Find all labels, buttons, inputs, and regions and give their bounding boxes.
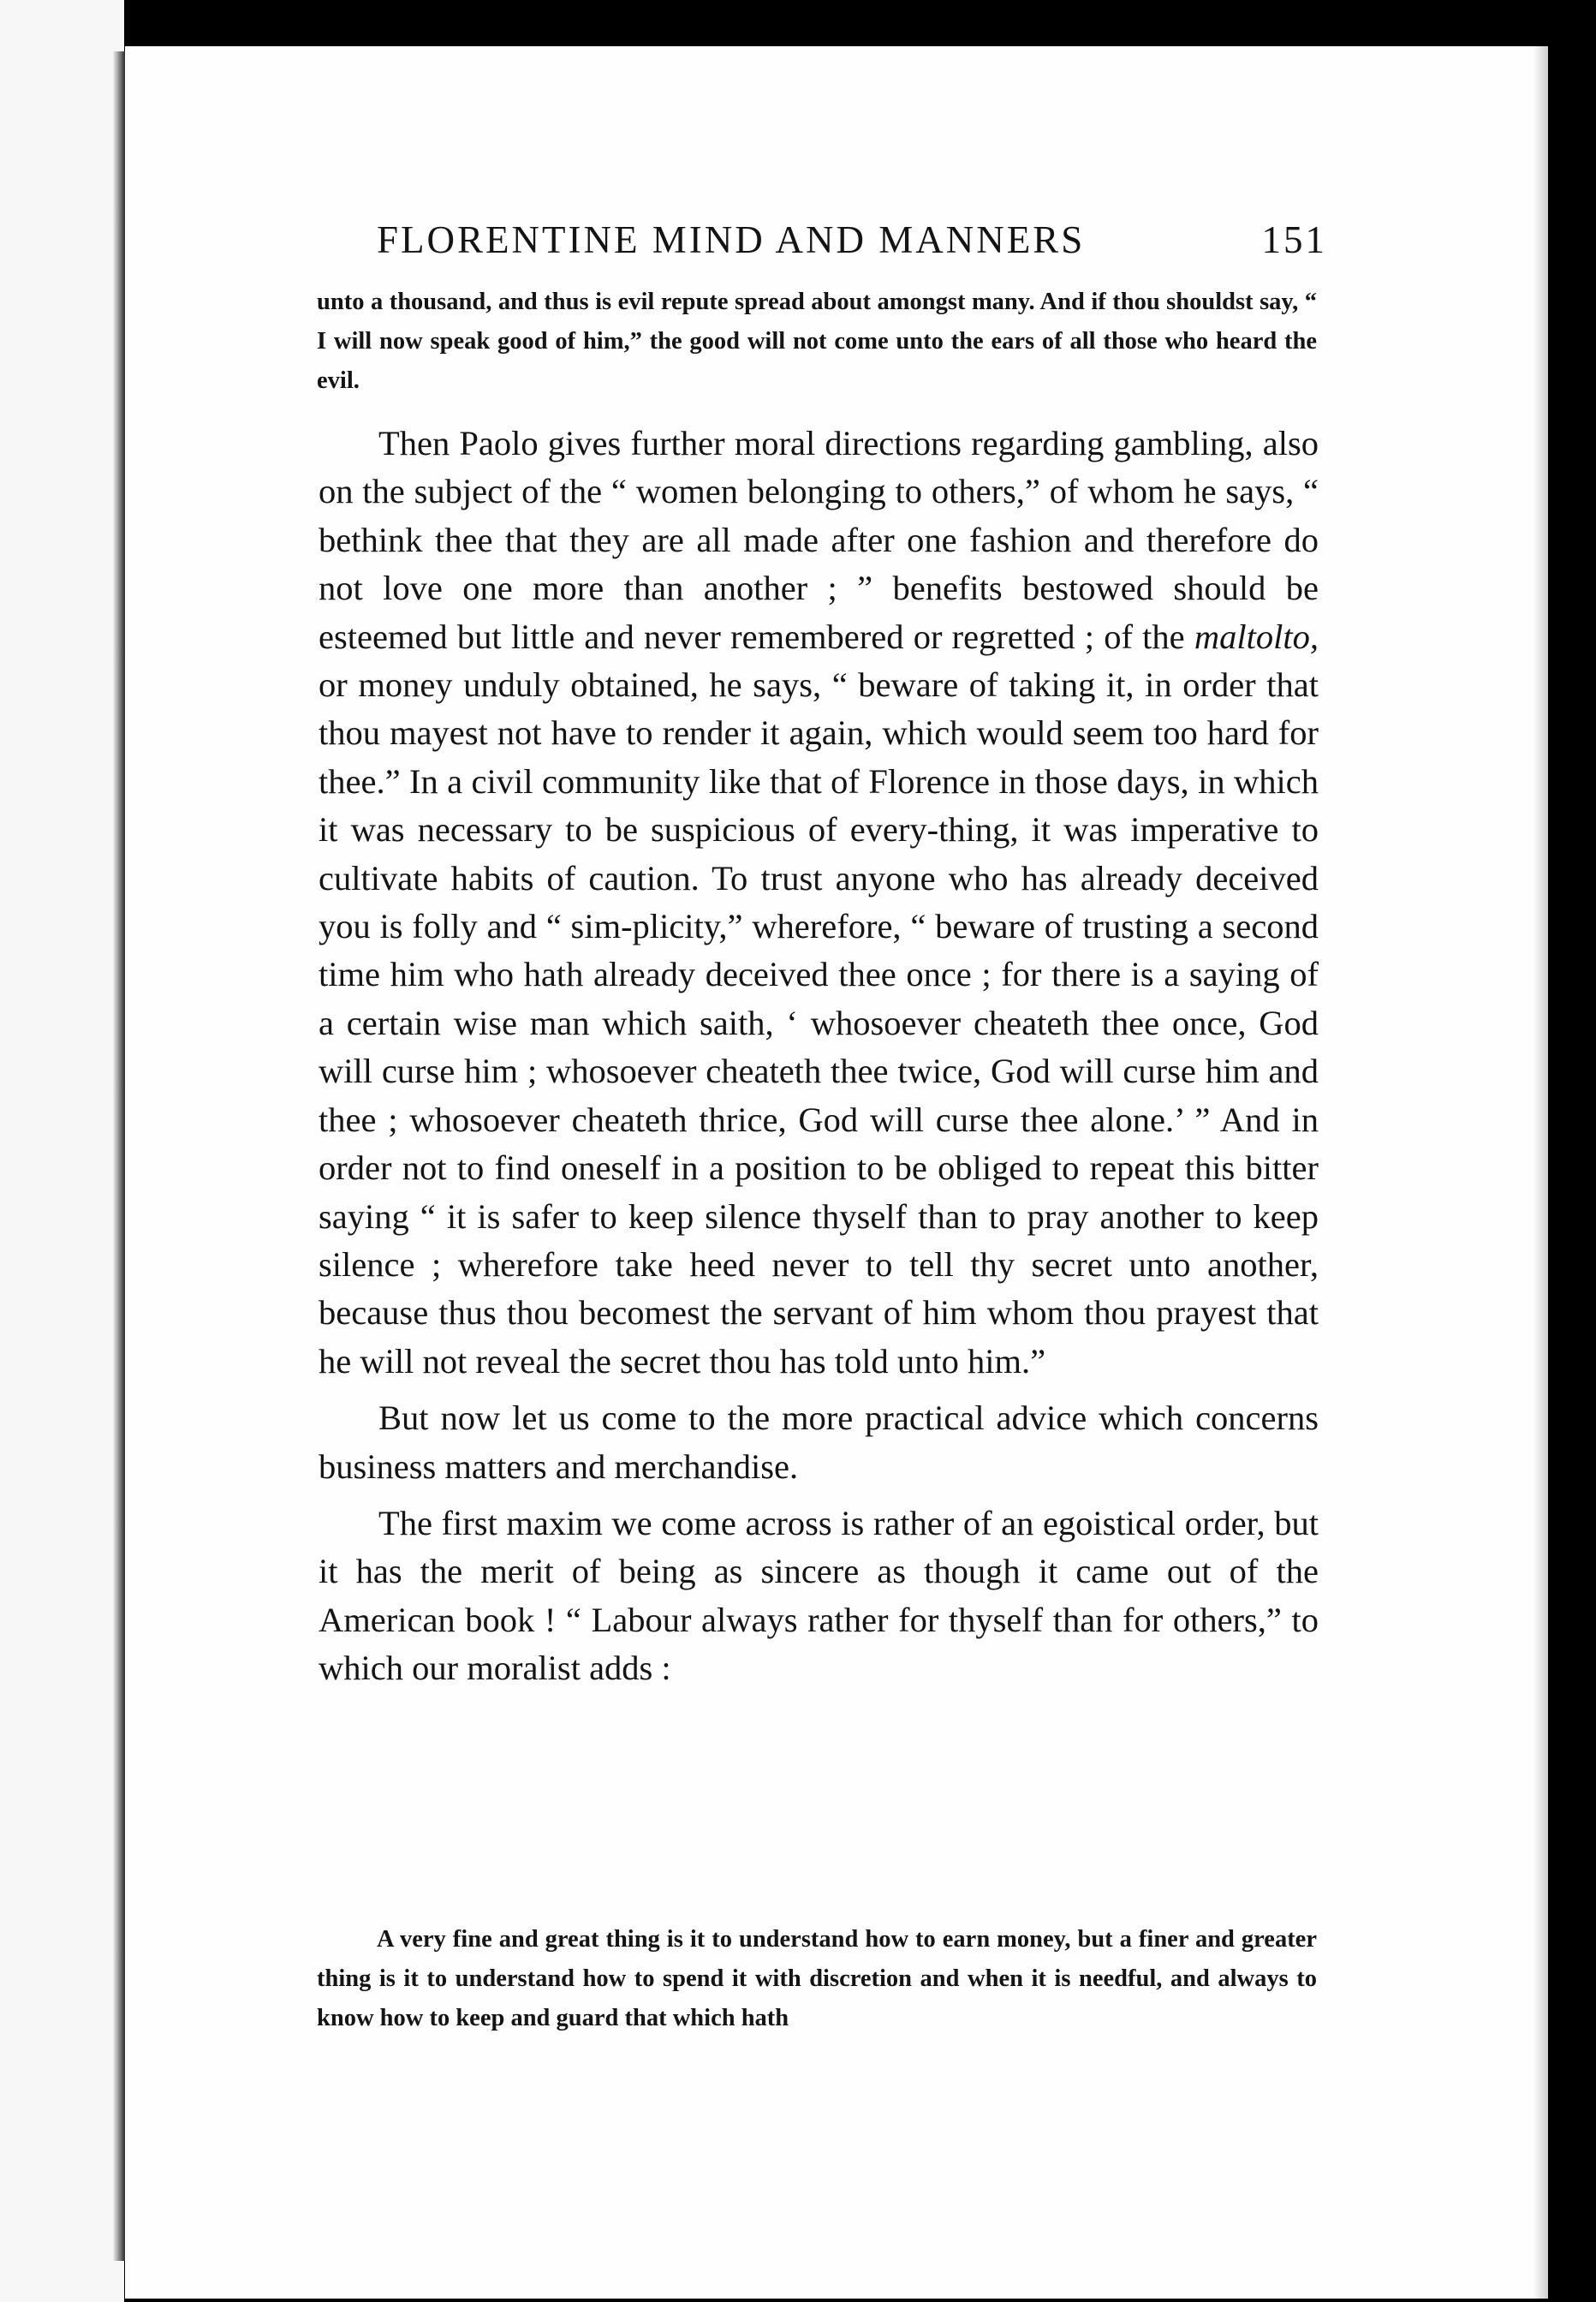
page-header [377,214,1327,265]
page-number: 151 [1261,218,1327,261]
quote-text: A very fine and great thing is it to understand how to earn money, but a finer and greater thing is it to understand how to spend it with discretion and when it is needful, and always to know how to keep and guard that which hath [317,1926,1317,2031]
paragraph-text: or money unduly obtained, he says, “ beware of taking it, in order that thou mayest not have to render it again, which would seem too hard for thee.” In a civil community like that of Florence in those days, in which it was necessary to be suspicious of every-thing, it was imperative to cultivate habits of caution. To trust anyone who has already deceived you is folly and “ sim-plicity,” wherefore, “ beware of trusting a second time him who hath already deceived thee once ; for there is a saying of a certain wise man which saith, ‘ whosoever cheateth thee once, God will curse him ; whosoever cheateth thee twice, God will curse him and thee ; whosoever cheateth thrice, God will curse thee alone.’ ” And in order not to find oneself in a position to be obliged to repeat this bitter saying “ it is safer to keep silence thyself than to pray another to keep silence ; wherefore take heed never to tell thy secret unto another, because thus thou becomest the servant of him whom thou prayest that he will not reveal the secret thou has told unto him.” [319,665,1319,1381]
page-edge [1533,46,1548,2299]
quote-text: unto a thousand, and thus is evil repute spread about amongst many. And if thou shouldst say, “ I will now speak good of him,” the good will not come unto the ears of all those who heard the evil. [317,289,1317,394]
paragraph-text: Then Paolo gives further moral directions regarding gambling, also on the subject of the “ women belonging to others,” of whom he says, “ bethink thee that they are all made after one fashion and therefore do not love one more than another ; ” benefits bestowed should be esteemed but little and never remembered or regretted ; of the [319,424,1319,656]
running-title: FLORENTINE MIND AND MANNERS [377,218,1086,261]
body-text [319,420,1319,1693]
book-gutter [113,51,125,2261]
paragraph: The first maxim we come across is rather of an egoistical order, but it has the merit of being as sincere as though it came out of the American book ! “ Labour always rather for thyself than for others,” to which our moralist adds : [319,1503,1319,1688]
block-quote-top [317,283,1317,401]
italic-term: maltolto, [1194,617,1319,656]
facing-page-strip [0,0,124,2302]
paragraph [319,420,1319,1386]
paragraph: But now let us come to the more practical advice which concerns business matters and merchandise. [319,1398,1319,1486]
block-quote-bottom [317,1920,1317,2038]
